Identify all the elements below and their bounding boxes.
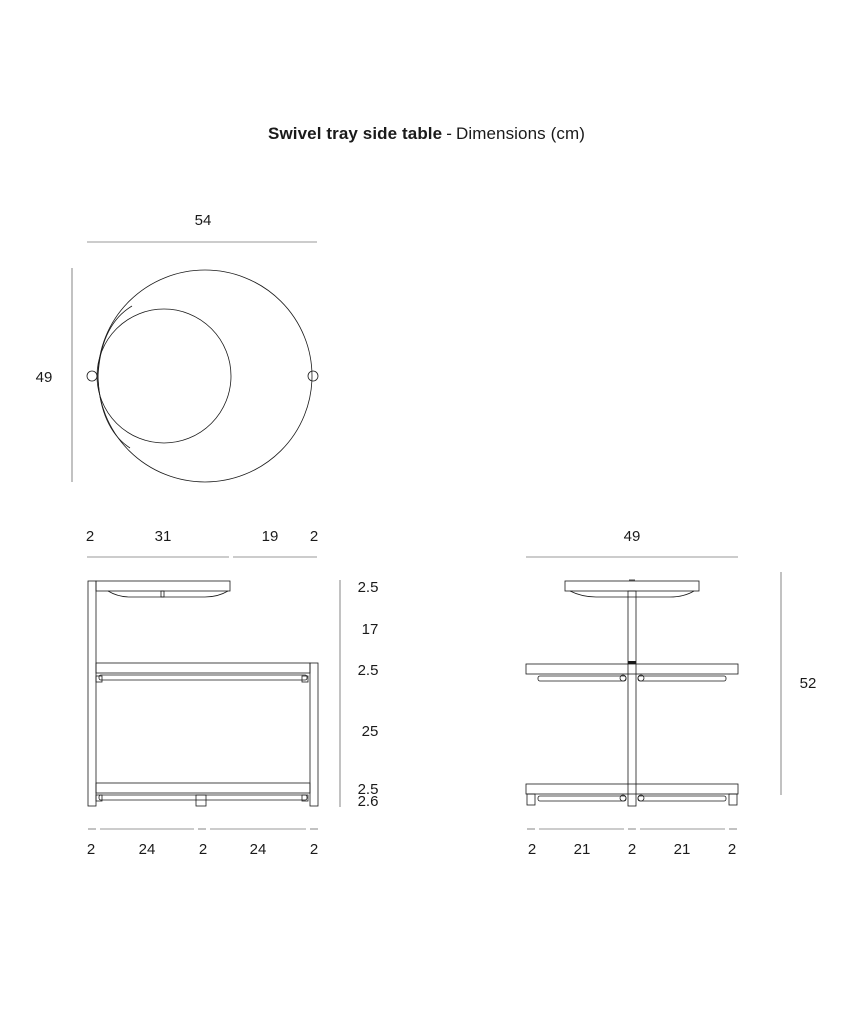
top-view-depth-label: 49	[35, 369, 53, 386]
front-post	[310, 663, 318, 806]
front-width-label: 49	[623, 528, 641, 545]
front-bottom-rail-right	[638, 796, 726, 801]
tray-outline	[97, 309, 231, 443]
side-height-dim-2: 17	[361, 621, 379, 638]
front-bottom-dim-5: 2	[727, 841, 737, 858]
front-foot-right	[729, 794, 737, 805]
table-top-outline	[98, 270, 312, 482]
side-bottom-dim-1: 2	[86, 841, 96, 858]
side-height-dim-5: 2.5	[357, 781, 379, 798]
side-height-dim-6: 2.6	[357, 793, 379, 810]
front-bottom-dim-3: 2	[627, 841, 637, 858]
side-top-dim-1: 2	[85, 528, 95, 545]
front-foot-left	[527, 794, 535, 805]
middle-shelf	[96, 663, 310, 673]
top-tray	[96, 581, 230, 591]
side-bottom-dim-2: 24	[138, 841, 156, 858]
side-top-dim-2: 31	[154, 528, 172, 545]
front-middle-shelf	[526, 664, 738, 674]
side-height-dim-1: 2.5	[357, 579, 379, 596]
side-top-dim-3: 19	[261, 528, 279, 545]
tray-rim-curve-upper	[98, 306, 132, 376]
top-view-width-label: 54	[194, 212, 212, 229]
bottom-shelf-rail	[99, 795, 307, 800]
center-post-collar	[628, 661, 636, 664]
front-top-tray	[565, 581, 699, 591]
front-middle-rail-right	[638, 676, 726, 681]
center-post	[628, 591, 636, 806]
product-name: Swivel tray side table	[268, 124, 443, 143]
side-top-dim-4: 2	[309, 528, 319, 545]
side-bottom-dim-4: 24	[249, 841, 267, 858]
bottom-shelf	[96, 783, 310, 793]
front-bottom-dim-1: 2	[527, 841, 537, 858]
title-separator: -	[446, 124, 452, 143]
front-bottom-dim-4: 21	[673, 841, 691, 858]
side-height-dim-3: 2.5	[357, 662, 379, 679]
rear-post	[88, 581, 96, 806]
title-subtitle: Dimensions (cm)	[455, 124, 585, 143]
side-bottom-dim-3: 2	[198, 841, 208, 858]
side-bottom-dim-5: 2	[309, 841, 319, 858]
center-foot	[196, 795, 206, 806]
left-pivot-knob	[87, 371, 97, 381]
right-pivot-knob	[308, 371, 318, 381]
front-height-label: 52	[799, 675, 817, 692]
side-view	[86, 528, 379, 858]
front-top-tray-underside	[570, 591, 694, 597]
top-view	[36, 212, 318, 482]
middle-shelf-rail	[99, 675, 307, 680]
top-tray-pivot	[161, 591, 164, 597]
top-tray-underside	[108, 591, 228, 597]
front-middle-rail-left	[538, 676, 626, 681]
front-bottom-rail-left	[538, 796, 626, 801]
tray-rim-curve	[98, 376, 130, 448]
front-bottom-shelf	[526, 784, 738, 794]
side-height-dim-4: 25	[361, 723, 379, 740]
front-bottom-dim-2: 21	[573, 841, 591, 858]
front-view	[526, 528, 816, 858]
